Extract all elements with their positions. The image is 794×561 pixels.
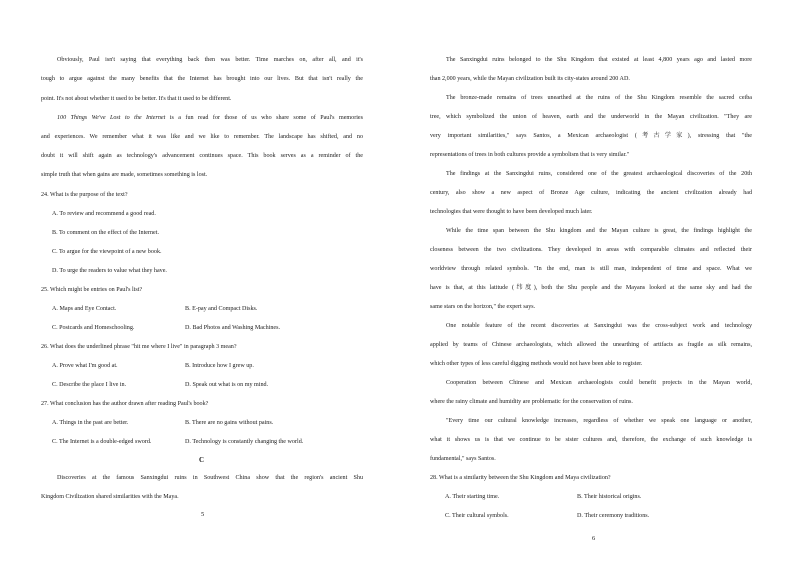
- left-para1-line1: Obviously, Paul isn't saying that everything back then was better. Time marches on, after all, and it's: [57, 57, 363, 63]
- right-p7-line3: fundamental," says Santos.: [430, 456, 496, 462]
- right-p3-line1: The findings at the Sanxingdui ruins, considered one of the greatest archaeological discoveries of the 20th: [446, 171, 752, 177]
- right-p7-line1: "Every time our cultural knowledge increases, regardless of whether we speak one language or another,: [446, 418, 752, 424]
- right-p5-line3: which other types of less careful digging methods would not have been able to register.: [430, 361, 643, 367]
- q24-option-d: D. To urge the readers to value what they have.: [52, 268, 167, 274]
- left-para2-line3: doubt it will shift again as technology's advancement continues space. This book serves as a reminder of the: [41, 153, 363, 159]
- right-p5-line2: applied by teams of Chinese archaeologists, which allowed the unearthing of artifacts as fragile as silk remains,: [430, 342, 752, 348]
- q25-option-a: A. Maps and Eye Contact.: [52, 306, 117, 312]
- q26-stem: 26. What does the underlined phrase "hit me where I live" in paragraph 3 mean?: [41, 344, 237, 350]
- q26-option-d: D. Speak out what is on my mind.: [185, 382, 269, 388]
- right-p3-line2: century, also show a new aspect of Bronze Age culture, indicating the ancient civilization already had: [430, 190, 752, 196]
- right-p2-line4: representations of trees in both cultures provide a symbolism that is very similar.": [430, 152, 630, 158]
- right-p3-line3: technologies that were thought to have been developed much later.: [430, 209, 593, 215]
- right-p2-line1: The bronze-made remains of trees unearthed at the ruins of the Shu Kingdom resemble the sacred ceiba: [446, 95, 752, 101]
- left-para2-line4: simple truth that when gains are made, sometimes something is lost.: [41, 172, 208, 178]
- right-p4-line5: same stars on the horizon," the expert says.: [430, 304, 536, 310]
- q25-option-b: B. E-pay and Compact Disks.: [185, 306, 258, 312]
- q25-stem: 25. Which might be entries on Paul's list?: [41, 287, 143, 293]
- page-number-right: 6: [592, 535, 596, 542]
- q26-option-c: C. Describe the place I live in.: [52, 382, 127, 388]
- q25-option-d: D. Bad Photos and Washing Machines.: [185, 325, 281, 331]
- right-p1-line2: than 2,000 years, while the Mayan civilization built its city-states around 200 AD.: [430, 76, 630, 82]
- right-p2-line2: tree, which symbolized the union of heaven, earth and the underworld in the Mayan civilization. "They are: [430, 114, 752, 120]
- right-p1-line1: The Sanxingdui ruins belonged to the Shu Kingdom that existed at least 4,800 years ago and lasted more: [446, 57, 752, 63]
- right-page: [397, 0, 794, 561]
- section-c-label: C: [199, 456, 205, 464]
- right-p4-line3: worldview through related symbols. "In the end, man is still man, independent of time and space. What we: [430, 266, 752, 272]
- left-para1-line3: point. It's not about whether it used to be better. It's that it used to be different.: [41, 96, 232, 102]
- q24-option-c: C. To argue for the viewpoint of a new book.: [52, 249, 162, 255]
- q24-option-b: B. To comment on the effect of the Internet.: [52, 230, 159, 236]
- q26-option-a: A. Prove what I'm good at.: [52, 363, 118, 369]
- q28-option-c: C. Their cultural symbols.: [445, 513, 509, 519]
- q27-option-d: D. Technology is constantly changing the world.: [185, 439, 304, 445]
- q27-option-c: C. The Internet is a double-edged sword.: [52, 439, 152, 445]
- q28-option-a: A. Their starting time.: [445, 494, 500, 500]
- left-para1-line2: tough to argue against the many benefits that the Internet has brought into our lives. But that isn't really the: [41, 76, 363, 82]
- q27-stem: 27. What conclusion has the author drawn after reading Paul's book?: [41, 401, 209, 407]
- q24-stem: 24. What is the purpose of the text?: [41, 192, 128, 198]
- right-p7-line2: what it shows us is that we continue to be sister cultures and, therefore, the exchange of such knowledge is: [430, 437, 752, 443]
- q25-option-c: C. Postcards and Homeschooling.: [52, 325, 135, 331]
- right-p4-line2: closeness between the two civilizations. They developed in areas with comparable climates and reflected their: [430, 247, 752, 253]
- right-p6-line2: where the rainy climate and humidity are problematic for the conservation of ruins.: [430, 399, 633, 405]
- page-number-left: 5: [201, 511, 205, 518]
- q28-stem: 28. What is a similarity between the Shu Kingdom and Maya civilization?: [430, 475, 611, 481]
- q24-option-a: A. To review and recommend a good read.: [52, 211, 156, 217]
- left-para-c-line2: Kingdom Civilization shared similarities with the Maya.: [41, 494, 179, 500]
- left-para-c-line1: Discoveries at the famous Sanxingdui ruins in Southwest China show that the region's ancient Shu: [57, 475, 363, 481]
- right-p4-line4: have is that, at this latitude (纬度), both the Shu people and the Mayans looked at the same sky and had the: [430, 285, 752, 291]
- right-p2-line3: very important similarities," says Santos, a Mexican archaeologist (考古学家), stressing that "the: [430, 133, 752, 139]
- right-p5-line1: One notable feature of the recent discoveries at Sanxingdui was the cross-subject work and technology: [446, 323, 752, 329]
- q27-option-a: A. Things in the past are better.: [52, 420, 129, 426]
- q27-option-b: B. There are no gains without pains.: [185, 420, 274, 426]
- right-p6-line1: Cooperation between Chinese and Mexican archaeologists could benefit projects in the Mayan world,: [446, 380, 752, 386]
- left-para2-line2: and experiences. We remember what it was like and we like to remember. The landscape has shifted, and no: [41, 134, 363, 140]
- q26-option-b: B. Introduce how I grew up.: [185, 363, 254, 369]
- right-p4-line1: While the time span between the Shu kingdom and the Mayan culture is great, the findings highlight the: [446, 228, 752, 234]
- q28-option-b: B. Their historical origins.: [577, 494, 642, 500]
- left-para2-line1: 100 Things We've Lost to the Internet is a fun read for those of us who share some of Paul's memories: [57, 115, 363, 121]
- book-title: 100 Things We've Lost to the Internet: [57, 115, 166, 121]
- q28-option-d: D. Their ceremony traditions.: [577, 513, 650, 519]
